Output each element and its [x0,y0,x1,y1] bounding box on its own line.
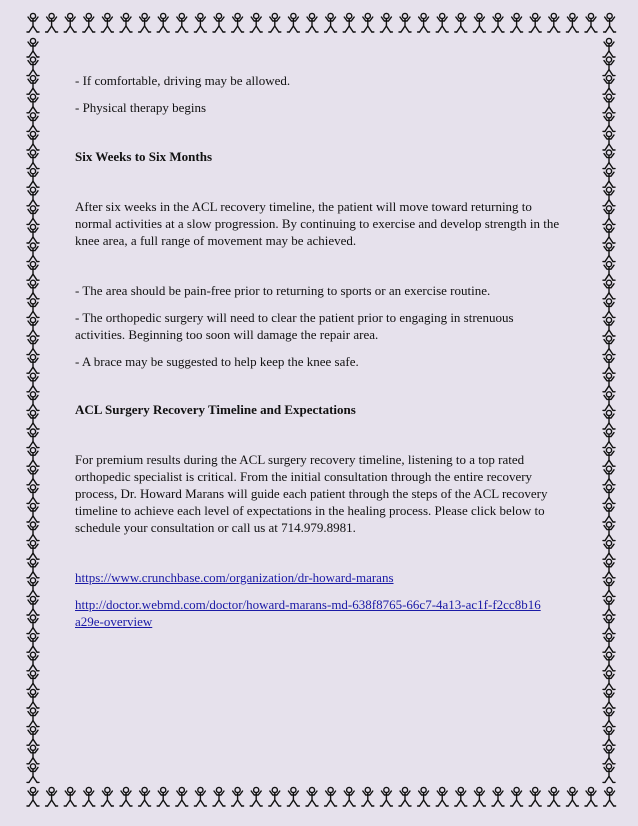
stick-figure-icon [603,466,615,485]
paragraph-six-weeks: After six weeks in the ACL recovery timeline, the patient will move toward returning to normal activities at a slow progression. By continuing to exercise and develop strength in the knee area, a full range of movement may be achieved. [75,199,560,248]
stick-figure-icon [27,113,39,132]
stick-figure-icon [566,13,578,32]
stick-figure-icon [27,280,39,299]
stick-figure-icon [46,13,58,32]
stick-figure-icon [473,787,485,806]
stick-figure-icon [250,13,262,32]
stick-figure-icon [27,187,39,206]
decorative-border-right [596,36,622,784]
stick-figure-icon [603,689,615,708]
stick-figure-icon [603,280,615,299]
paragraph-expectations: For premium results during the ACL surgery recovery timeline, listening to a top rated orthopedic specialist is critical. From the initial consultation through the entire recovery process, Dr. Howard Marans will guide each patient through the steps of the ACL recovery timeline to achieve each level of expectations in the healing process. Please click below to schedule your consultation or call us at 714.979.8981. [75,452,548,535]
stick-figure-icon [603,615,615,634]
bullet-brace: - A brace may be suggested to help keep the knee safe. [75,354,359,369]
stick-figure-icon [64,787,76,806]
stick-figure-icon [455,13,467,32]
text-line-driving: - If comfortable, driving may be allowed. [75,73,291,88]
document-body [75,72,565,630]
stick-figure-icon [287,787,299,806]
link-webmd[interactable]: http://doctor.webmd.com/doctor/howard-marans-md-638f8765-66c7-4a13-ac1f-f2cc8b16a29e-overview [75,597,541,629]
stick-figure-icon [603,131,615,150]
stick-figure-icon [529,13,541,32]
stick-figure-icon [27,559,39,578]
stick-figure-icon [232,13,244,32]
section-heading-six-weeks: Six Weeks to Six Months [75,149,213,164]
stick-figure-icon [603,57,615,76]
stick-figure-icon [603,485,615,504]
stick-figure-icon [27,13,39,32]
stick-figure-icon [27,745,39,764]
stick-figure-icon [27,355,39,374]
stick-figure-icon [27,671,39,690]
stick-figure-icon [325,13,337,32]
stick-figure-icon [603,169,615,188]
stick-figure-icon [399,13,411,32]
stick-figure-icon [604,13,616,32]
stick-figure-icon [83,13,95,32]
decorative-border-left [20,36,46,784]
stick-figure-icon [492,13,504,32]
stick-figure-icon [603,317,615,336]
stick-figure-icon [473,13,485,32]
stick-figure-icon [27,652,39,671]
link-crunchbase[interactable]: https://www.crunchbase.com/organization/dr-howard-marans [75,570,394,585]
stick-figure-icon [194,787,206,806]
stick-figure-icon [603,652,615,671]
stick-figure-icon [603,410,615,429]
stick-figure-icon [176,787,188,806]
stick-figure-icon [603,634,615,653]
stick-figure-icon [27,150,39,169]
stick-figure-icon [603,745,615,764]
stick-figure-icon [287,13,299,32]
stick-figure-icon [27,448,39,467]
stick-figure-icon [604,787,616,806]
stick-figure-icon [603,392,615,411]
stick-figure-icon [603,708,615,727]
stick-figure-icon [27,57,39,76]
stick-figure-icon [27,243,39,262]
stick-figure-icon [418,13,430,32]
stick-figure-icon [529,787,541,806]
stick-figure-icon [603,224,615,243]
stick-figure-icon [436,13,448,32]
stick-figure-icon [27,392,39,411]
stick-figure-icon [27,503,39,522]
stick-figure-icon [64,13,76,32]
stick-figure-icon [380,787,392,806]
stick-figure-icon [27,522,39,541]
stick-figure-icon [27,578,39,597]
stick-figure-icon [27,596,39,615]
stick-figure-icon [27,708,39,727]
stick-figure-icon [362,13,374,32]
stick-figure-icon [603,299,615,318]
stick-figure-icon [27,373,39,392]
stick-figure-icon [603,727,615,746]
stick-figure-icon [548,13,560,32]
stick-figure-icon [603,94,615,113]
stick-figure-icon [603,541,615,560]
stick-figure-icon [603,448,615,467]
section-heading-expectations: ACL Surgery Recovery Timeline and Expectations [75,402,356,417]
stick-figure-icon [194,13,206,32]
stick-figure-icon [157,787,169,806]
stick-figure-icon [27,787,39,806]
stick-figure-icon [27,727,39,746]
stick-figure-icon [380,13,392,32]
stick-figure-icon [27,410,39,429]
stick-figure-icon [343,13,355,32]
stick-figure-icon [101,787,113,806]
stick-figure-icon [120,13,132,32]
stick-figure-icon [46,787,58,806]
stick-figure-icon [343,787,355,806]
stick-figure-icon [603,373,615,392]
stick-figure-icon [27,764,39,783]
stick-figure-icon [83,787,95,806]
stick-figure-icon [27,299,39,318]
stick-figure-icon [511,787,523,806]
stick-figure-icon [306,787,318,806]
stick-figure-icon [250,787,262,806]
stick-figure-icon [548,787,560,806]
stick-figure-icon [27,634,39,653]
stick-figure-icon [176,13,188,32]
stick-figure-icon [455,787,467,806]
stick-figure-icon [213,13,225,32]
stick-figure-icon [27,429,39,448]
stick-figure-icon [269,13,281,32]
stick-figure-icon [139,13,151,32]
stick-figure-icon [436,787,448,806]
decorative-border-top [20,10,620,36]
stick-figure-icon [27,615,39,634]
decorative-border-bottom [20,784,620,810]
stick-figure-icon [603,243,615,262]
stick-figure-icon [27,689,39,708]
stick-figure-icon [585,787,597,806]
stick-figure-icon [362,787,374,806]
stick-figure-icon [603,187,615,206]
stick-figure-icon [603,38,615,57]
stick-figure-icon [603,76,615,95]
stick-figure-icon [603,150,615,169]
stick-figure-icon [603,113,615,132]
stick-figure-icon [603,336,615,355]
stick-figure-icon [27,76,39,95]
stick-figure-icon [27,131,39,150]
stick-figure-icon [306,13,318,32]
stick-figure-icon [27,38,39,57]
stick-figure-icon [603,596,615,615]
stick-figure-icon [603,764,615,783]
stick-figure-icon [418,787,430,806]
stick-figure-icon [27,485,39,504]
stick-figure-icon [27,336,39,355]
stick-figure-icon [492,787,504,806]
stick-figure-icon [603,262,615,281]
stick-figure-icon [27,541,39,560]
stick-figure-icon [603,671,615,690]
stick-figure-icon [232,787,244,806]
stick-figure-icon [27,466,39,485]
stick-figure-icon [603,503,615,522]
stick-figure-icon [566,787,578,806]
stick-figure-icon [157,13,169,32]
stick-figure-icon [269,787,281,806]
stick-figure-icon [603,578,615,597]
stick-figure-icon [27,94,39,113]
stick-figure-icon [603,355,615,374]
stick-figure-icon [27,206,39,225]
stick-figure-icon [139,787,151,806]
stick-figure-icon [213,787,225,806]
stick-figure-icon [120,787,132,806]
stick-figure-icon [101,13,113,32]
stick-figure-icon [603,559,615,578]
bullet-pain-free: - The area should be pain-free prior to returning to sports or an exercise routine. [75,283,491,298]
stick-figure-icon [27,169,39,188]
stick-figure-icon [603,522,615,541]
stick-figure-icon [325,787,337,806]
stick-figure-icon [399,787,411,806]
stick-figure-icon [27,224,39,243]
text-line-therapy: - Physical therapy begins [75,100,207,115]
stick-figure-icon [603,206,615,225]
stick-figure-icon [511,13,523,32]
stick-figure-icon [27,317,39,336]
stick-figure-icon [603,429,615,448]
bullet-orthopedic-clearance: - The orthopedic surgery will need to clear the patient prior to engaging in strenuous activities. Beginning too soon will damage the repair area. [75,310,514,342]
stick-figure-icon [585,13,597,32]
stick-figure-icon [27,262,39,281]
